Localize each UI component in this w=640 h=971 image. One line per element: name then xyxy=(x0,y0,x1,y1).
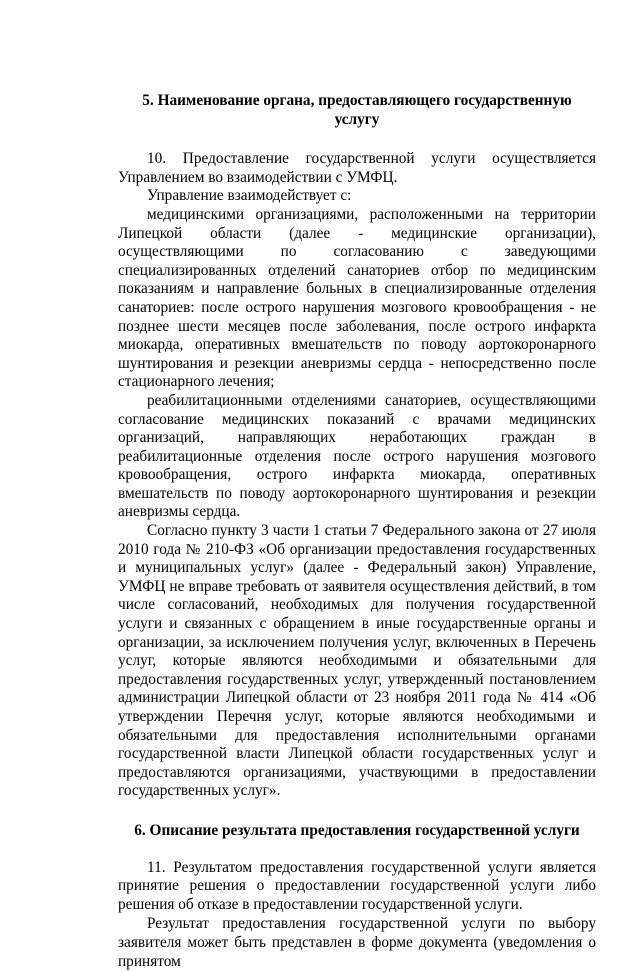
section-6-paragraph-result-form: Результат предоставления государственной услуги по выбору заявителя может быть представлен в форме документа (уведомления о принятом xyxy=(118,915,596,970)
section-5-paragraph-10: 10. Предоставление государственной услуги осуществляется Управлением во взаимодействии с УМФЦ. xyxy=(118,150,596,186)
spacer xyxy=(118,129,596,150)
spacer xyxy=(118,801,596,822)
section-6-paragraph-11: 11. Результатом предоставления государственной услуги является принятие решения о предоставлении государственной услуги либо решения об отказе в предоставлении государственной услуги. xyxy=(118,858,596,913)
services-list-link[interactable]: Перечень xyxy=(534,633,596,651)
section-5-paragraph-rehab-departments: реабилитационными отделениями санаториев, осуществляющими согласование медицинских показаний с врачами медицинских организаций, направляющих неработающих граждан в реабилитационные отделения после острого нарушения мозгового кровообращения, острого инфаркта миокарда, оперативных вмешательств по поводу аортокоронарного шунтирования и резекции аневризмы сердца. xyxy=(118,391,596,521)
section-5-paragraph-interaction-intro: Управление взаимодействует с: xyxy=(147,187,352,205)
spacer xyxy=(118,841,596,859)
law-article-link[interactable]: пункту 3 части 1 статьи 7 xyxy=(211,522,379,540)
section-5-heading: 5. Наименование органа, предоставляющего государственную услугу xyxy=(142,92,572,128)
paragraph-text: услуг, которые являются необходимыми и обязательными для предоставления государственных услуг, утвержденный постановлением администрации Липецкой области от 23 ноября 2011 года № 414 «Об утверждении Перечня услуг, которые являются необходимыми и обязательными для предоставления исполнительными органами государственной власти Липецкой области государственных услуг и предоставляются организациями, участвующими в предоставлении государственных услуг». xyxy=(118,652,596,800)
document-content xyxy=(118,92,596,971)
section-5-paragraph-federal-law xyxy=(118,522,596,801)
section-5-paragraph-medical-organizations: медицинскими организациями, расположенными на территории Липецкой области (далее - медицинские организации), осуществляющими по согласованию с заведующими специализированных отделений санаториев отбор по медицинским показаниям и направление больных в специализированные отделения санаториев: после острого нарушения мозгового кровообращения - не позднее шести месяцев после заболевания, после острого инфаркта миокарда, оперативных вмешательств по поводу аортокоронарного шунтирования и резекции аневризмы сердца - непосредственно после стационарного лечения; xyxy=(118,205,596,391)
section-6-heading: 6. Описание результата предоставления государственной услуги xyxy=(134,821,580,839)
paragraph-text: Согласно xyxy=(147,522,212,540)
paragraph-text: Федерального закона от 27 июля 2010 года № 210-ФЗ «Об организации предоставления государственных и муниципальных услуг» (далее - Федеральный закон) Управление, УМФЦ не вправе требовать от заявителя осуществления действий, в том числе согласований, необходимых для получения государственной услуги и связанных с обращением в иные государственные органы и организации, за исключением получения услуг, включенных в xyxy=(118,522,596,651)
